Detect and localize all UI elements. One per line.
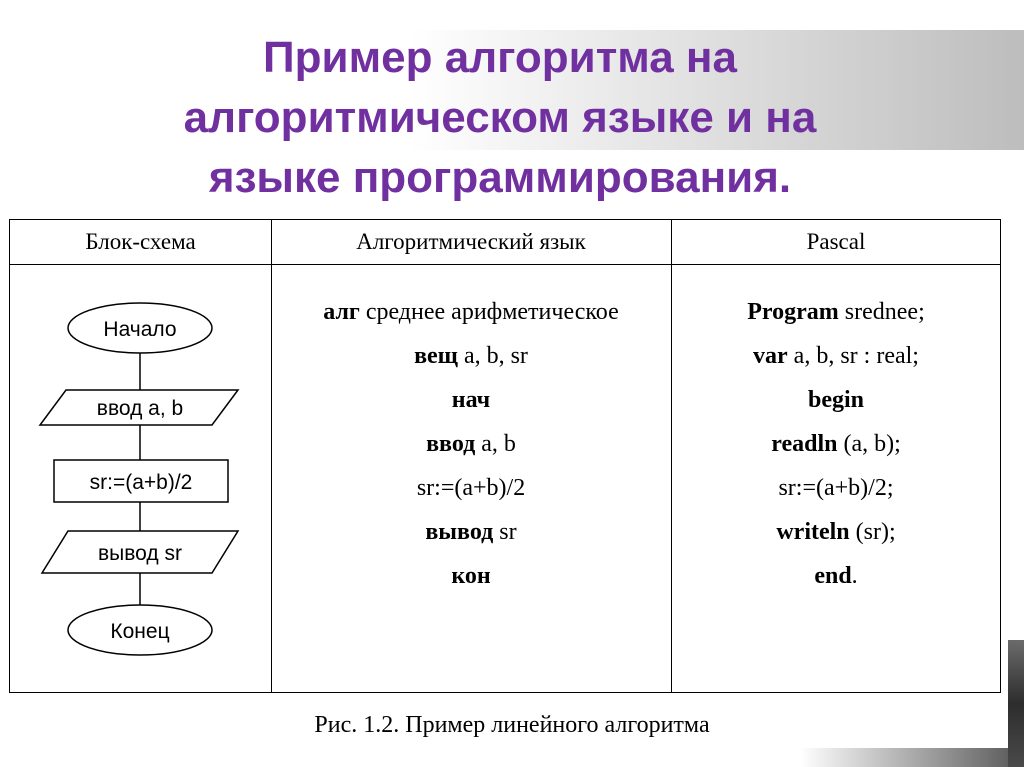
background-photo-edge (1008, 640, 1024, 767)
pascal-line: end. (814, 563, 858, 589)
algorithmic-line: кон (451, 563, 491, 589)
slide-title (0, 28, 1000, 208)
algorithmic-line: вывод sr (425, 519, 517, 545)
algorithmic-code (271, 290, 671, 598)
pascal-line: begin (807, 387, 864, 413)
figure-caption: Рис. 1.2. Пример линейного алгоритма (314, 712, 710, 738)
algorithmic-line: алг среднее арифметическое (323, 299, 619, 325)
title-line-2: алгоритмическом языке и на (183, 93, 817, 142)
input-label: ввод a, b (96, 397, 184, 420)
algorithmic-line: ввод a, b (426, 431, 516, 457)
end-label: Конец (110, 620, 170, 643)
output-label: вывод sr (98, 542, 182, 565)
comparison-table (9, 219, 1001, 693)
header-flowchart: Блок-схема (85, 229, 196, 254)
pascal-line: writeln (sr); (776, 519, 896, 545)
process-label: sr:=(a+b)/2 (89, 471, 193, 494)
start-label: Начало (103, 318, 177, 341)
title-line-1: Пример алгоритма на (263, 33, 737, 82)
header-pascal: Pascal (806, 229, 866, 254)
algorithmic-line: sr:=(a+b)/2 (416, 475, 526, 501)
pascal-line: sr:=(a+b)/2; (778, 475, 894, 501)
algorithmic-line: нач (451, 387, 491, 413)
header-algorithmic: Алгоритмический язык (356, 229, 586, 254)
flowchart (10, 220, 271, 692)
pascal-code (671, 290, 1001, 598)
pascal-line: Program srednee; (747, 299, 925, 325)
pascal-line: var a, b, sr : real; (753, 343, 919, 369)
pascal-line: readln (a, b); (771, 431, 901, 457)
background-photo-floor (800, 748, 1024, 767)
algorithmic-line: вещ a, b, sr (414, 343, 528, 369)
title-line-3: языке программирования. (208, 153, 792, 202)
